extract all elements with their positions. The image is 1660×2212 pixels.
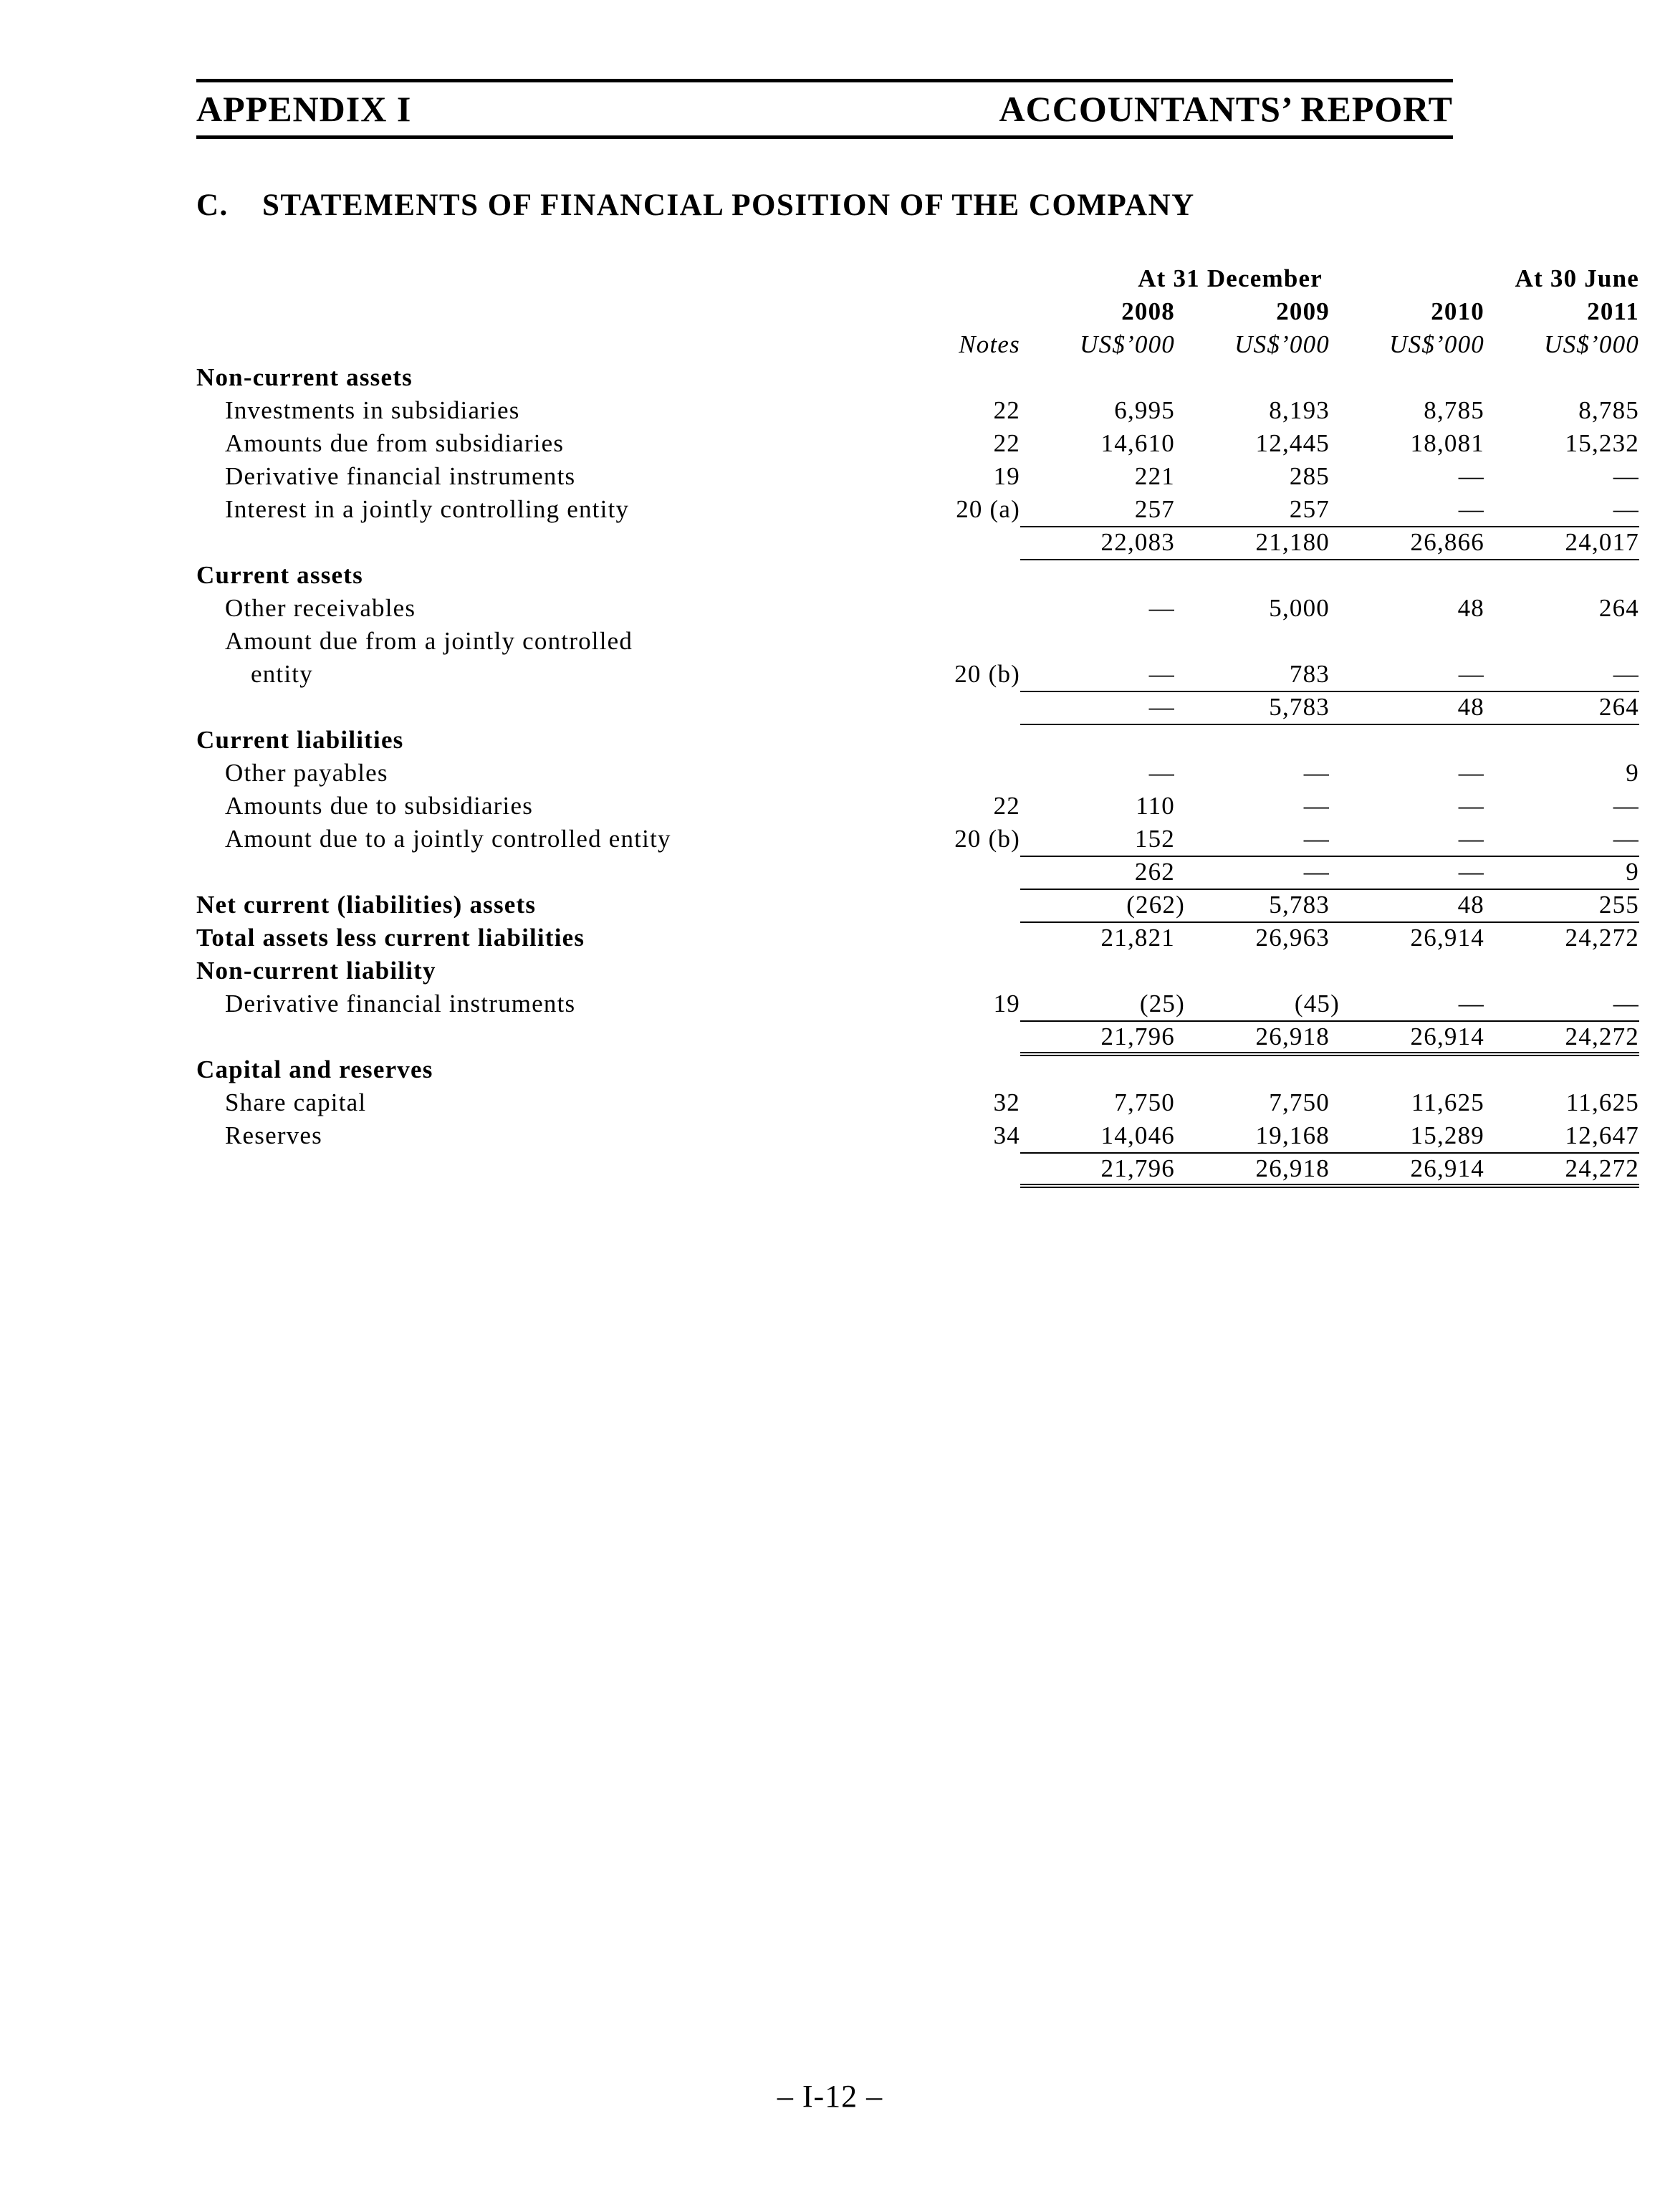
- cell-2009: 5,783: [1175, 884, 1330, 917]
- row-label: Other receivables: [225, 594, 416, 622]
- table-row: [196, 456, 1639, 489]
- subtotal-2008: —: [1020, 686, 1175, 719]
- cell-2010: 18,081: [1410, 429, 1484, 457]
- cell-2008: 110: [1136, 792, 1175, 820]
- section-heading: STATEMENTS OF FINANCIAL POSITION OF THE COMPANY: [262, 188, 1195, 222]
- table-row: [196, 588, 1639, 621]
- row-note: 22: [993, 396, 1020, 424]
- table-row: [196, 983, 1639, 1016]
- unit-2010: US$’000: [1389, 330, 1484, 358]
- year-2008: 2008: [1121, 297, 1175, 325]
- cell-2011: 8,785: [1578, 396, 1639, 424]
- cell-2008: 152: [1020, 818, 1175, 851]
- cell-2011: 12,647: [1484, 1115, 1639, 1148]
- section-non-current-liability: Non-current liability: [196, 957, 436, 985]
- table-row: [196, 423, 1639, 456]
- row-label: Interest in a jointly controlling entity: [225, 495, 630, 523]
- cell-2010: —: [1330, 489, 1484, 522]
- subtotal-row: [196, 851, 1639, 884]
- subtotal-2008: 262: [1020, 851, 1175, 884]
- cell-2010: 15,289: [1330, 1115, 1484, 1148]
- cell-2010: 8,785: [1424, 396, 1484, 424]
- year-2009: 2009: [1276, 297, 1330, 325]
- cell-2009: 12,445: [1255, 429, 1330, 457]
- total-equity-2008: 21,796: [1020, 1148, 1175, 1181]
- cell-2009: 7,750: [1269, 1088, 1330, 1116]
- table-row: [196, 621, 1639, 653]
- cell-2011: —: [1484, 983, 1639, 1016]
- cell-2008: (25): [1020, 983, 1175, 1016]
- cell-2010: —: [1458, 792, 1484, 820]
- section-current-assets: Current assets: [196, 561, 363, 589]
- cell-2008: (262): [1020, 884, 1175, 917]
- cell-2011: 11,625: [1565, 1088, 1639, 1116]
- subtotal-row: [196, 522, 1639, 555]
- total-equity-2010: 26,914: [1330, 1148, 1484, 1181]
- subtotal-2010: —: [1330, 851, 1484, 884]
- row-label-continued: entity: [251, 660, 313, 688]
- cell-2011: —: [1484, 653, 1639, 686]
- cell-2010: —: [1330, 818, 1484, 851]
- total-assets-less-cl-label: Total assets less current liabilities: [196, 924, 585, 952]
- cell-2009: 783: [1175, 653, 1330, 686]
- row-note: 19: [993, 990, 1020, 1018]
- cell-2011: —: [1613, 792, 1639, 820]
- cell-2008: 14,610: [1100, 429, 1175, 457]
- table-row: [196, 818, 1639, 851]
- year-2011: 2011: [1587, 297, 1639, 325]
- row-note: 34: [993, 1121, 1020, 1149]
- cell-2010: —: [1330, 653, 1484, 686]
- header-at-31-december: At 31 December: [1138, 264, 1323, 292]
- subtotal-2009: 21,180: [1175, 522, 1330, 555]
- cell-2008: 21,821: [1100, 924, 1175, 952]
- page-header: [196, 79, 1453, 139]
- net-assets-2008: 21,796: [1020, 1016, 1175, 1049]
- table-row: [196, 653, 1639, 686]
- cell-2008: —: [1148, 759, 1175, 787]
- row-note: 19: [993, 462, 1020, 490]
- row-label: Reserves: [225, 1121, 322, 1149]
- subtotal-2011: 264: [1484, 686, 1639, 719]
- cell-2010: 11,625: [1411, 1088, 1484, 1116]
- page-number: – I-12 –: [777, 2079, 883, 2114]
- cell-2011: —: [1613, 462, 1639, 490]
- row-note: 32: [993, 1088, 1020, 1116]
- net-assets-row: [196, 1016, 1639, 1049]
- net-current-label: Net current (liabilities) assets: [196, 891, 537, 919]
- subtotal-2010: 26,866: [1330, 522, 1484, 555]
- table-row: [196, 785, 1639, 818]
- section-non-current-assets: Non-current assets: [196, 363, 413, 391]
- cell-2011: 9: [1626, 759, 1639, 787]
- cell-2008: —: [1020, 653, 1175, 686]
- subtotal-2008: 22,083: [1020, 522, 1175, 555]
- table-row: [196, 752, 1639, 785]
- row-label: Amounts due from subsidiaries: [225, 429, 565, 457]
- cell-2009: 8,193: [1269, 396, 1330, 424]
- row-note: [726, 588, 1020, 621]
- year-2010: 2010: [1431, 297, 1484, 325]
- cell-2008: 257: [1020, 489, 1175, 522]
- row-label: Derivative financial instruments: [225, 462, 576, 490]
- header-at-30-june: At 30 June: [1515, 264, 1639, 292]
- cell-2008: —: [1148, 594, 1175, 622]
- cell-2011: 264: [1598, 594, 1639, 622]
- cell-2010: 26,914: [1410, 924, 1484, 952]
- cell-2008: 221: [1134, 462, 1175, 490]
- cell-2009: 26,963: [1255, 924, 1330, 952]
- net-current-row: [196, 884, 1639, 917]
- row-note: 22: [993, 792, 1020, 820]
- unit-2011: US$’000: [1544, 330, 1639, 358]
- row-label: Amount due from a jointly controlled: [225, 627, 633, 655]
- total-equity-2009: 26,918: [1175, 1148, 1330, 1181]
- subtotal-2011: 9: [1484, 851, 1639, 884]
- cell-2011: 15,232: [1565, 429, 1639, 457]
- net-assets-2011: 24,272: [1484, 1016, 1639, 1049]
- row-note: 20 (a): [956, 495, 1020, 523]
- cell-2008: 6,995: [1114, 396, 1175, 424]
- cell-2009: —: [1303, 759, 1330, 787]
- cell-2010: —: [1458, 759, 1484, 787]
- cell-2009: —: [1175, 818, 1330, 851]
- cell-2009: 19,168: [1175, 1115, 1330, 1148]
- header-unit-row: [196, 324, 1639, 357]
- section-title: [196, 188, 1195, 223]
- unit-2008: US$’000: [1080, 330, 1175, 358]
- row-label: Investments in subsidiaries: [225, 396, 520, 424]
- cell-2011: —: [1484, 489, 1639, 522]
- cell-2009: 5,000: [1269, 594, 1330, 622]
- cell-2010: 48: [1457, 594, 1484, 622]
- header-year-row: [196, 291, 1639, 324]
- cell-2010: 48: [1330, 884, 1484, 917]
- cell-2009: (45): [1175, 983, 1330, 1016]
- subtotal-2011: 24,017: [1484, 522, 1639, 555]
- report-title: ACCOUNTANTS’ REPORT: [999, 89, 1453, 129]
- subtotal-2010: 48: [1330, 686, 1484, 719]
- cell-2011: 24,272: [1565, 924, 1639, 952]
- row-note: 22: [993, 429, 1020, 457]
- table-row: [196, 1115, 1639, 1148]
- subtotal-2009: 5,783: [1175, 686, 1330, 719]
- cell-2008: 14,046: [1020, 1115, 1175, 1148]
- row-label: Other payables: [225, 759, 388, 787]
- total-assets-less-cl-row: [196, 917, 1639, 950]
- table-row: [196, 390, 1639, 423]
- total-equity-2011: 24,272: [1484, 1148, 1639, 1181]
- row-label: Amounts due to subsidiaries: [225, 792, 534, 820]
- row-label: Derivative financial instruments: [225, 990, 576, 1018]
- net-assets-2009: 26,918: [1175, 1016, 1330, 1049]
- section-capital-and-reserves: Capital and reserves: [196, 1055, 433, 1083]
- subtotal-row: [196, 686, 1639, 719]
- cell-2009: —: [1303, 792, 1330, 820]
- subtotal-2009: —: [1175, 851, 1330, 884]
- table-row: [196, 1082, 1639, 1115]
- cell-2008: 7,750: [1114, 1088, 1175, 1116]
- appendix-label: APPENDIX I: [196, 89, 412, 129]
- row-note: 20 (b): [954, 660, 1020, 688]
- notes-header: Notes: [959, 330, 1020, 358]
- row-label: Amount due to a jointly controlled entity: [225, 825, 671, 853]
- financial-position-table: [196, 258, 1639, 1181]
- header-group-row: [196, 258, 1639, 291]
- row-label: Share capital: [225, 1088, 367, 1116]
- table-row: [196, 489, 1639, 522]
- row-note: 20 (b): [954, 825, 1020, 853]
- cell-2009: 285: [1289, 462, 1330, 490]
- section-letter: C.: [196, 188, 229, 222]
- cell-2010: —: [1330, 983, 1484, 1016]
- unit-2009: US$’000: [1234, 330, 1330, 358]
- cell-2009: 257: [1175, 489, 1330, 522]
- net-assets-2010: 26,914: [1330, 1016, 1484, 1049]
- section-current-liabilities: Current liabilities: [196, 726, 404, 754]
- cell-2011: 255: [1484, 884, 1639, 917]
- cell-2011: —: [1484, 818, 1639, 851]
- row-note: [726, 752, 1020, 785]
- total-equity-row: [196, 1148, 1639, 1181]
- cell-2010: —: [1458, 462, 1484, 490]
